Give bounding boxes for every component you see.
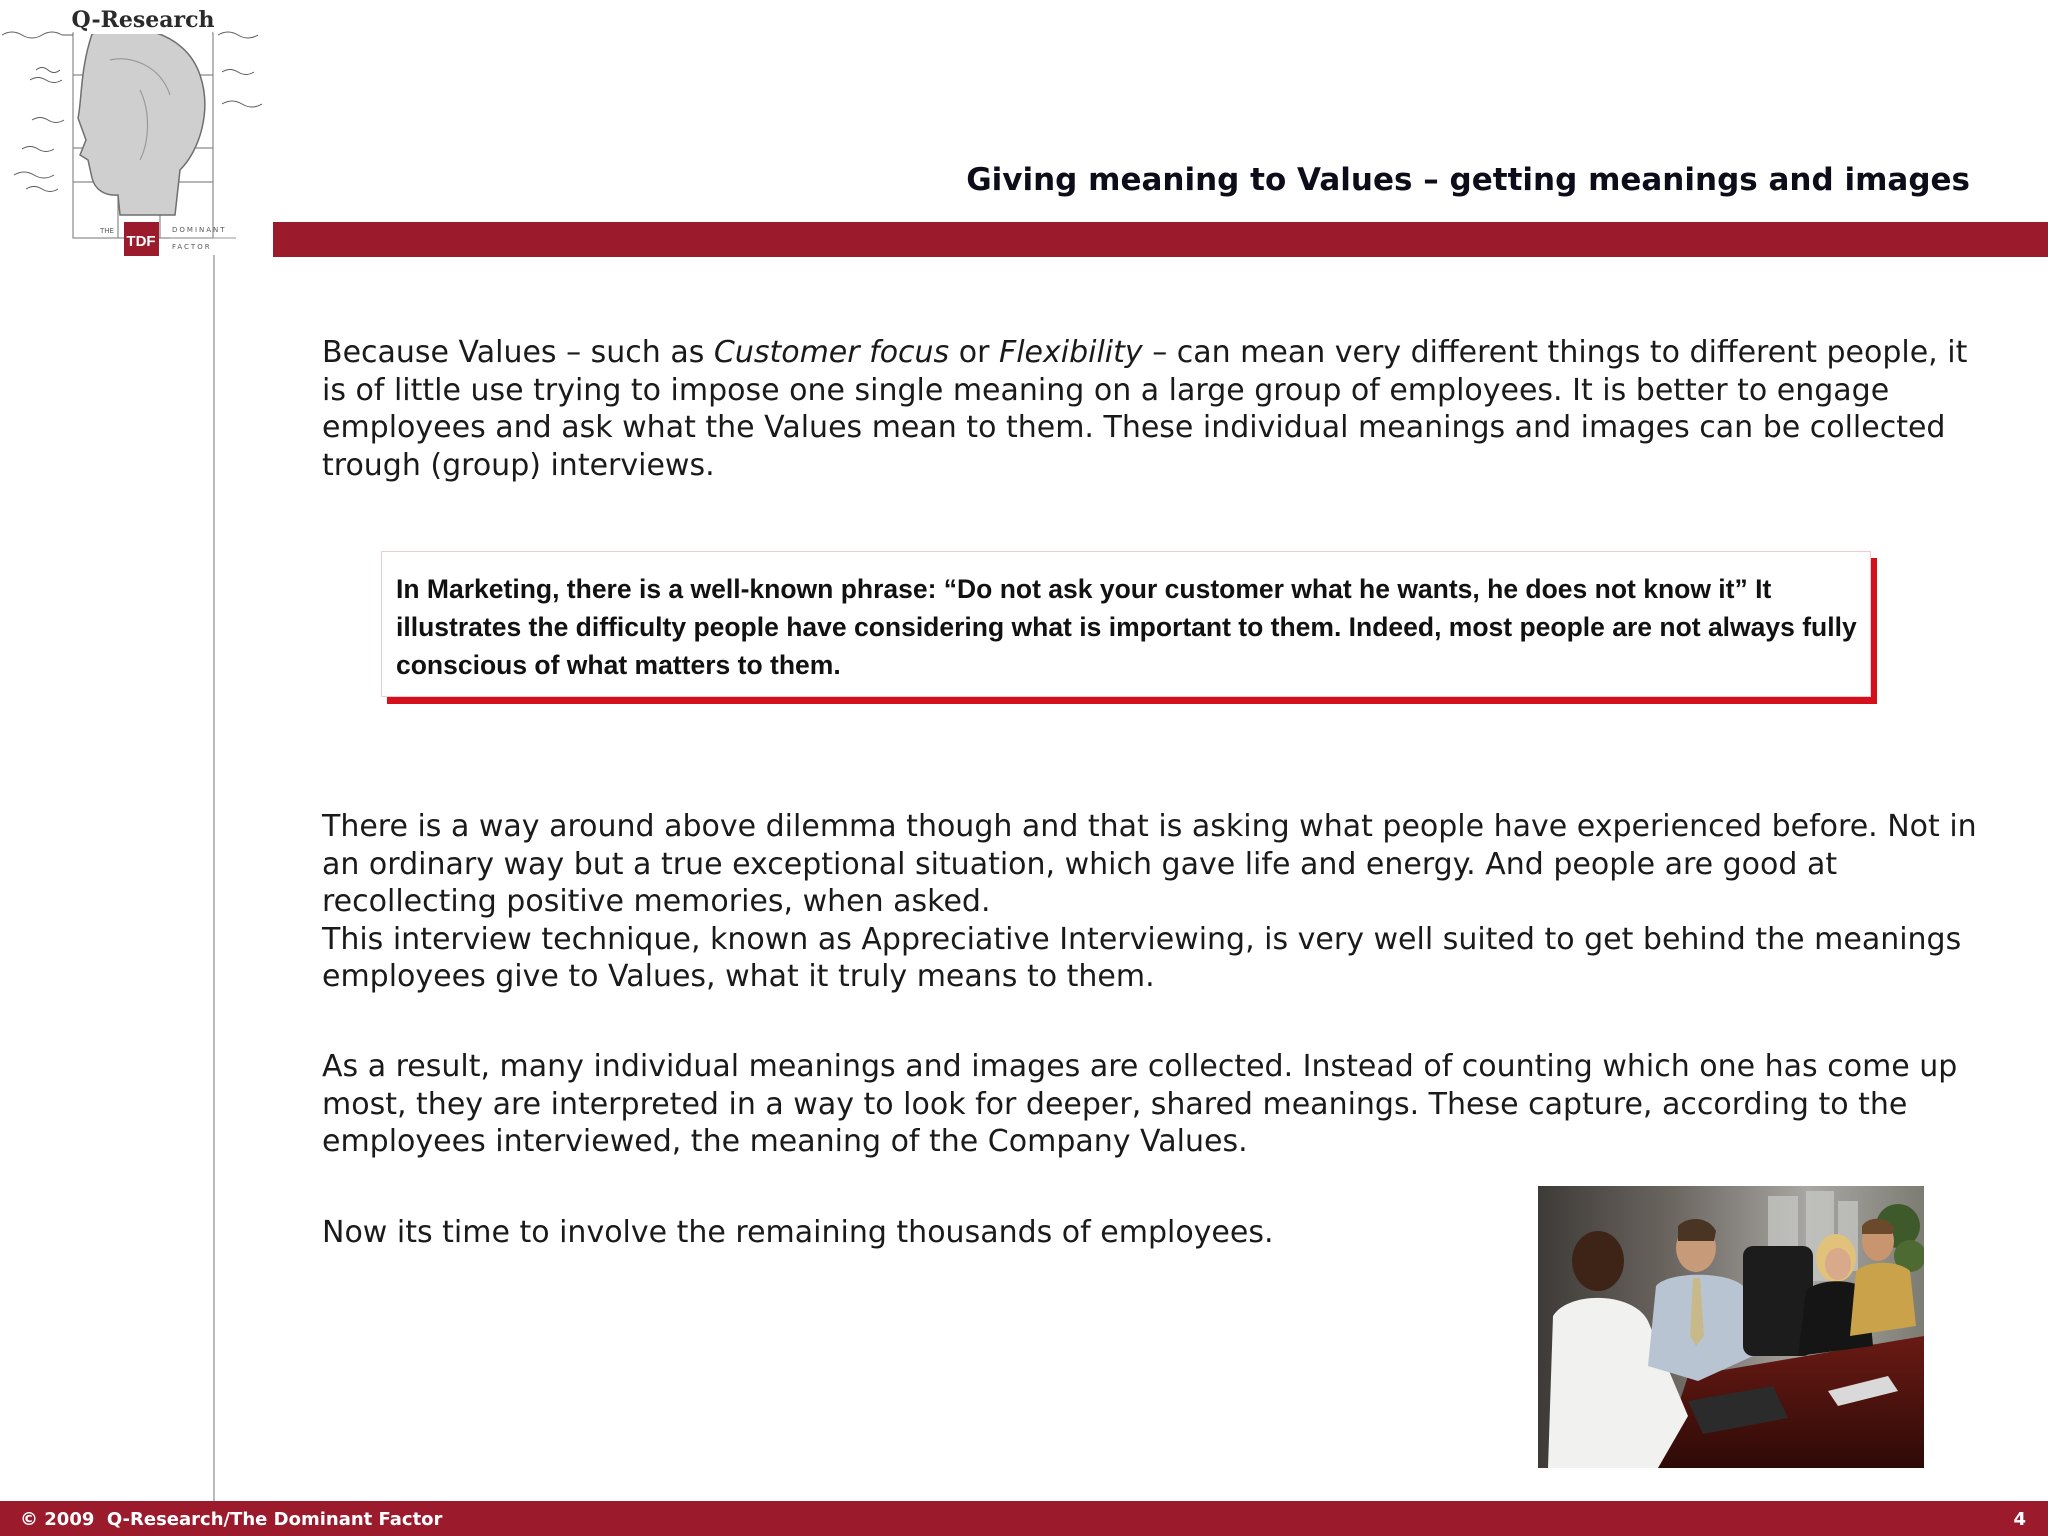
logo-head-sketch-icon	[0, 0, 275, 258]
intro-text-part1: Because Values – such as	[322, 335, 714, 370]
closing-paragraph: Now its time to involve the remaining thousands of employees.	[322, 1215, 1274, 1250]
left-vertical-rule	[213, 255, 215, 1501]
meeting-photo	[1538, 1186, 1924, 1468]
logo-sub-line2: DOMINANT	[172, 226, 227, 234]
slide-title: Giving meaning to Values – getting meanings and images	[966, 162, 1970, 198]
footer-bar	[0, 1501, 2048, 1536]
dilemma-text: There is a way around above dilemma though and that is asking what people have experienced before. Not in an ordinary way but a true exceptional situation, which gave life and energy. And people are good at recollecting positive memories, when asked.	[322, 809, 1977, 919]
logo-sub-line3: FACTOR	[172, 243, 212, 251]
footer-copyright: © 2009 Q-Research/The Dominant Factor	[20, 1509, 443, 1530]
dilemma-paragraph	[322, 808, 2002, 996]
result-paragraph: As a result, many individual meanings and images are collected. Instead of counting which one has come up most, they are interpreted in a way to look for deeper, shared meanings. These capture, according to the employees interviewed, the meaning of the Company Values.	[322, 1049, 1958, 1159]
logo-badge-text: TDF	[126, 233, 156, 250]
intro-text-part3: – can mean very different things to different people, it is of little use trying to impose one single meaning on a large group of employees. It is better to engage employees and ask what the Values mean to them. These individual meanings and images can be collected trough (group) interviews.	[322, 335, 1968, 483]
business-meeting-image-icon	[1538, 1186, 1924, 1468]
intro-emphasis-flexibility: Flexibility	[998, 335, 1143, 370]
intro-emphasis-customer-focus: Customer focus	[713, 335, 950, 370]
intro-paragraph	[322, 334, 1982, 484]
marketing-callout-box	[381, 551, 1871, 697]
title-underline-bar	[273, 222, 2048, 257]
callout-text: In Marketing, there is a well-known phrase: “Do not ask your customer what he wants, he does not know it” It illustrates the difficulty people have considering what is important to them. Indeed, most people are not always fully conscious of what matters to them.	[396, 574, 1857, 680]
logo-sub-line1: THE	[100, 227, 114, 235]
logo-brand-text: Q-Research	[71, 7, 215, 33]
interview-technique-text: This interview technique, known as Appreciative Interviewing, is very well suited to get behind the meanings employees give to Values, what it truly means to them.	[322, 921, 1962, 994]
page-number: 4	[2013, 1509, 2026, 1530]
intro-text-part2: or	[949, 335, 999, 370]
company-logo	[0, 0, 275, 258]
